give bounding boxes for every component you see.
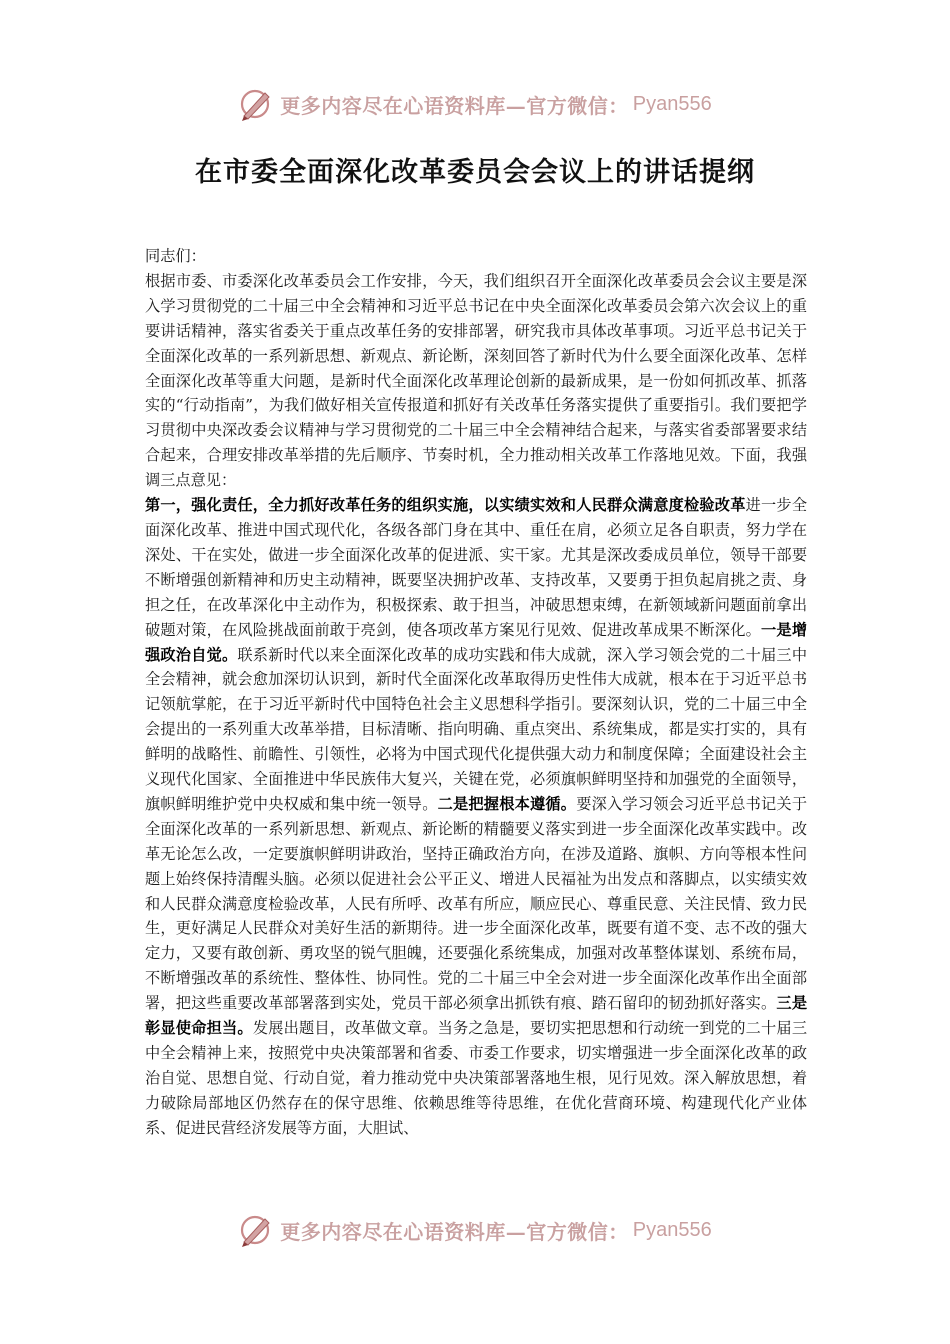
document-body [145, 244, 807, 1141]
document-title: 在市委全面深化改革委员会会议上的讲话提纲 [195, 157, 755, 188]
pen-circle-logo-icon [238, 1212, 274, 1248]
point-one-text: 联系新时代以来全面深化改革的成功实践和伟大成就，深入学习领会党的二十届三中全会精神，就会愈加深切认识到，新时代全面深化改革取得历史性伟大成就，根本在于习近平总书记领航掌舵，在于习近平新时代中国特色社会主义思想科学指引。要深刻认识，党的二十届三中全会提出的一系列重大改革举措，目标清晰、指向明确、重点突出、系统集成，都是实打实的，具有鲜明的战略性、前瞻性、引领性，必将为中国式现代化提供强大动力和制度保障；全面建设社会主义现代化国家、全面推进中华民族伟大复兴，关键在党，必须旗帜鲜明坚持和加强党的全面领导，旗帜鲜明维护党中央权威和集中统一领导。 [145, 645, 808, 813]
banner-wechat-id: Pyan556 [632, 92, 712, 115]
point-two-text: 要深入学习领会习近平总书记关于全面深化改革的一系列新思想、新观点、新论断的精髓要义落实到进一步全面深化改革实践中。改革无论怎么改，一定要旗帜鲜明讲政治，坚持正确政治方向，在涉及道路、旗帜、方向等根本性问题上始终保持清醒头脑。必须以促进社会公平正义、增进人民福祉为出发点和落脚点，以实绩实效和人民群众满意度检验改革，人民有所呼、改革有所应，顺应民心、尊重民意、关注民情、致力民生，更好满足人民群众对美好生活的新期待。进一步全面深化改革，既要有道不变、志不改的强大定力，又要有敢创新、勇攻坚的锐气胆魄，还要强化系统集成，加强对改革整体谋划、系统布局，不断增强改革的系统性、整体性、协同性。党的二十届三中全会对进一步全面深化改革作出全面部署，把这些重要改革部署落到实处，党员干部必须拿出抓铁有痕、踏石留印的韧劲抓好落实。 [145, 794, 808, 1013]
point-one-label: 一是增强政治自觉。 [145, 620, 808, 664]
greeting: 同志们： [145, 247, 206, 265]
section-one-paragraph [145, 493, 807, 1141]
header-banner [0, 84, 950, 124]
section-one-heading: 第一，强化责任，全力抓好改革任务的组织实施，以实绩实效和人民群众满意度检验改革 [145, 496, 746, 515]
section-one-text: 进一步全面深化改革、推进中国式现代化，各级各部门身在其中、重任在肩，必须立足各自职责，努力学在深处、干在实处，做进一步全面深化改革的促进派、实干家。尤其是深改委成员单位，领导干部要不断增强创新精神和历史主动精神，既要坚决拥护改革、支持改革，又要勇于担负起肩挑之责、身担之任，在改革深化中主动作为，积极探索、敢于担当，冲破思想束缚，在新领域新问题面前拿出破题对策，在风险挑战面前敢于亮剑，使各项改革方案见行见效、促进改革成果不断深化。 [145, 496, 808, 639]
footer-banner-text: 更多内容尽在心语资料库—官方微信： [280, 1219, 629, 1244]
point-two-label: 二是把握根本遵循。 [437, 794, 577, 813]
point-three-label: 三是彰显使命担当。 [145, 994, 808, 1038]
pen-circle-logo-icon [238, 86, 274, 122]
footer-banner-wechat-id: Pyan556 [632, 1218, 712, 1241]
banner-text: 更多内容尽在心语资料库—官方微信： [280, 93, 629, 118]
point-three-text: 发展出题目，改革做文章。当务之急是，要切实把思想和行动统一到党的二十届三中全会精神上来，按照党中央决策部署和省委、市委工作要求，切实增强进一步全面深化改革的政治自觉、思想自觉、行动自觉，着力推动党中央决策部署落地生根，见行见效。深入解放思想，着力破除局部地区仍然存在的保守思维、依赖思维等待思维，在优化营商环境、构建现代化产业体系、促进民营经济发展等方面，大胆试、 [145, 1019, 808, 1137]
intro-paragraph: 根据市委、市委深化改革委员会工作安排，今天，我们组织召开全面深化改革委员会会议主要是深入学习贯彻党的二十届三中全会精神和习近平总书记在中央全面深化改革委员会第六次会议上的重要讲话精神，落实省委关于重点改革任务的安排部署，研究我市具体改革事项。习近平总书记关于全面深化改革的一系列新思想、新观点、新论断，深刻回答了新时代为什么要全面深化改革、怎样全面深化改革等重大问题，是新时代全面深化改革理论创新的最新成果，是一份如何抓改革、抓落实的“行动指南”，为我们做好相关宣传报道和抓好有关改革任务落实提供了重要指引。我们要把学习贯彻中央深改委会议精神与学习贯彻党的二十届三中全会精神结合起来，与落实省委部署要求结合起来，合理安排改革举措的先后顺序、节奏时机，全力推动相关改革工作落地见效。下面，我强调三点意见： [145, 271, 807, 490]
footer-banner [0, 1210, 950, 1250]
